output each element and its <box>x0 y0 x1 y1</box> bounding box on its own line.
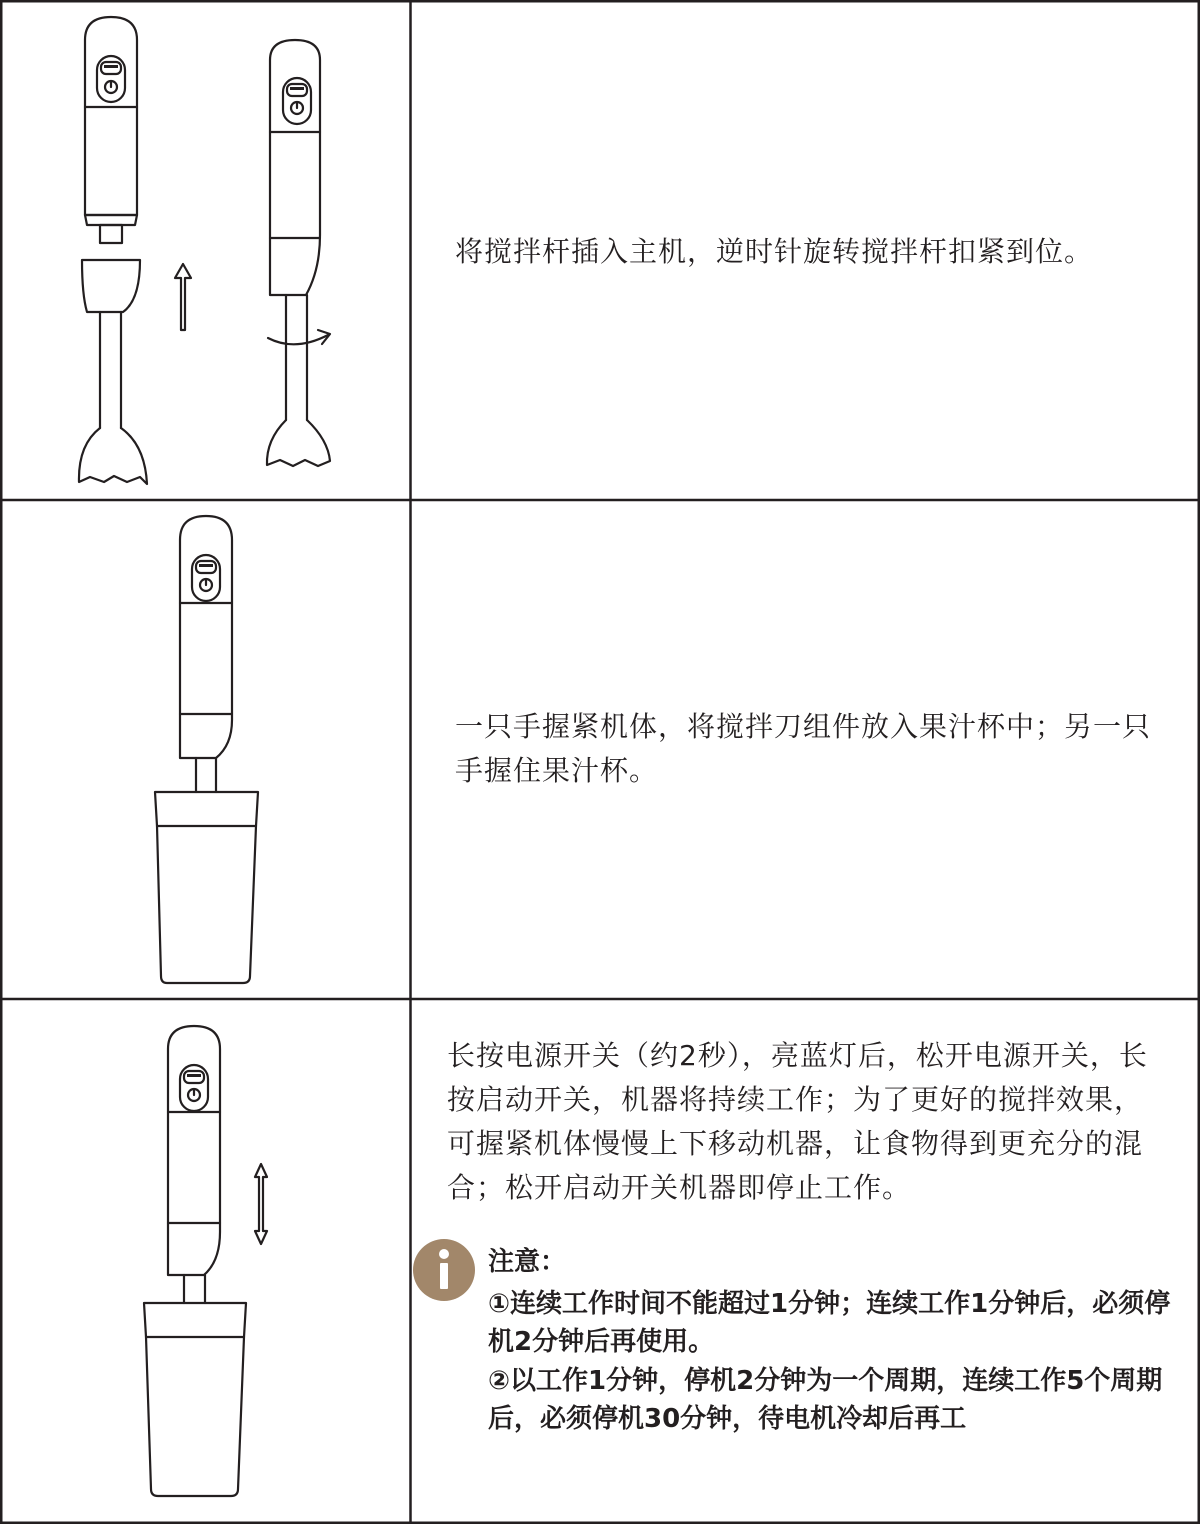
shaft-collar <box>82 260 140 312</box>
step3-illustration <box>0 999 410 1524</box>
step1-illustration <box>0 0 410 500</box>
motor-body-outline <box>85 17 137 215</box>
juice-cup-outline <box>155 792 258 983</box>
blender-in-cup-figure <box>0 500 410 999</box>
step1-text: 将搅拌杆插入主机，逆时针旋转搅拌杆扣紧到位。 <box>455 235 1094 268</box>
note-item-1: ①连续工作时间不能超过1分钟；连续工作1分钟后，必须停机2分钟后再使用。 <box>488 1289 1171 1357</box>
step2-text: 一只手握紧机体，将搅拌刀组件放入果汁杯中；另一只手握住果汁杯。 <box>455 710 1152 787</box>
note-item-2: ②以工作1分钟，停机2分钟为一个周期，连续工作5个周期后，必须停机30分钟，待电机冷却后再工 <box>488 1366 1163 1434</box>
step2-illustration <box>0 500 410 999</box>
blender-operating-figure <box>0 999 410 1524</box>
step3-text: 长按电源开关（约2秒），亮蓝灯后，松开电源开关，长按启动开关，机器将持续工作；为了更好的搅拌效果，可握紧机体慢慢上下移动机器，让食物得到更充分的混合；松开启动开关机器即停止工作。 <box>447 1039 1148 1204</box>
note-title: 注意： <box>488 1247 567 1277</box>
up-down-arrow <box>255 1164 267 1244</box>
info-icon <box>413 1239 475 1301</box>
blender-assembly-figure <box>0 0 410 500</box>
